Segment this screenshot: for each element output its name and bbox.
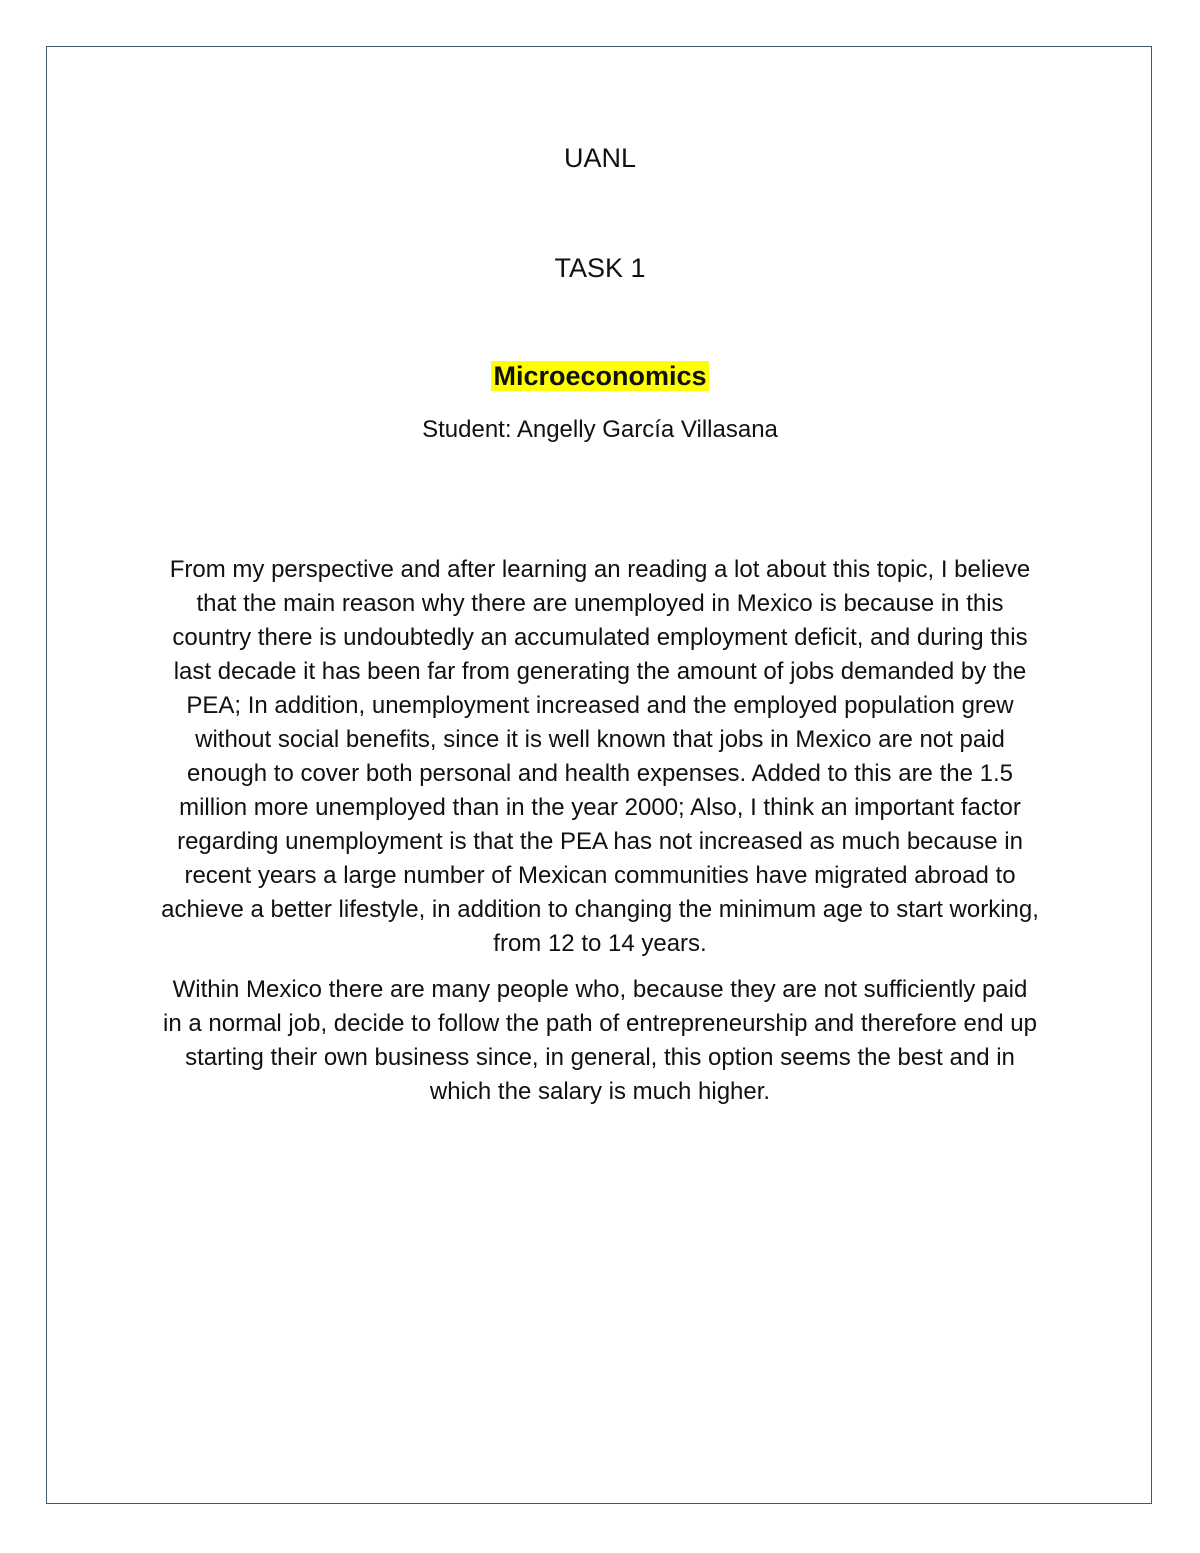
subject-heading-wrap [150,358,1050,394]
student-name: Student: Angelly García Villasana [422,416,778,443]
paragraph: From my perspective and after learning an reading a lot about this topic, I believe that the main reason why there are unemployed in Mexico is because in this country there is undoubtedly an accumulated employment deficit, and during this last decade it has been far from generating the amount of jobs demanded by the PEA; In addition, unemployment increased and the employed population grew without social benefits, since it is well known that jobs in Mexico are not paid enough to cover both personal and health expenses. Added to this are the 1.5 million more unemployed than in the year 2000; Also, I think an important factor regarding unemployment is that the PEA has not increased as much because in recent years a large number of Mexican communities have migrated abroad to achieve a better lifestyle, in addition to changing the minimum age to start working, from 12 to 14 years. [161,556,1039,957]
subject-heading: Microeconomics [493,361,707,391]
document-body [160,553,1040,1121]
task-heading: TASK 1 [554,253,646,283]
paragraph: Within Mexico there are many people who, because they are not sufficiently paid in a normal job, decide to follow the path of entrepreneurship and therefore end up starting their own business since, in general, this option seems the best and in which the salary is much higher. [163,976,1037,1105]
institution-heading: UANL [563,143,637,173]
